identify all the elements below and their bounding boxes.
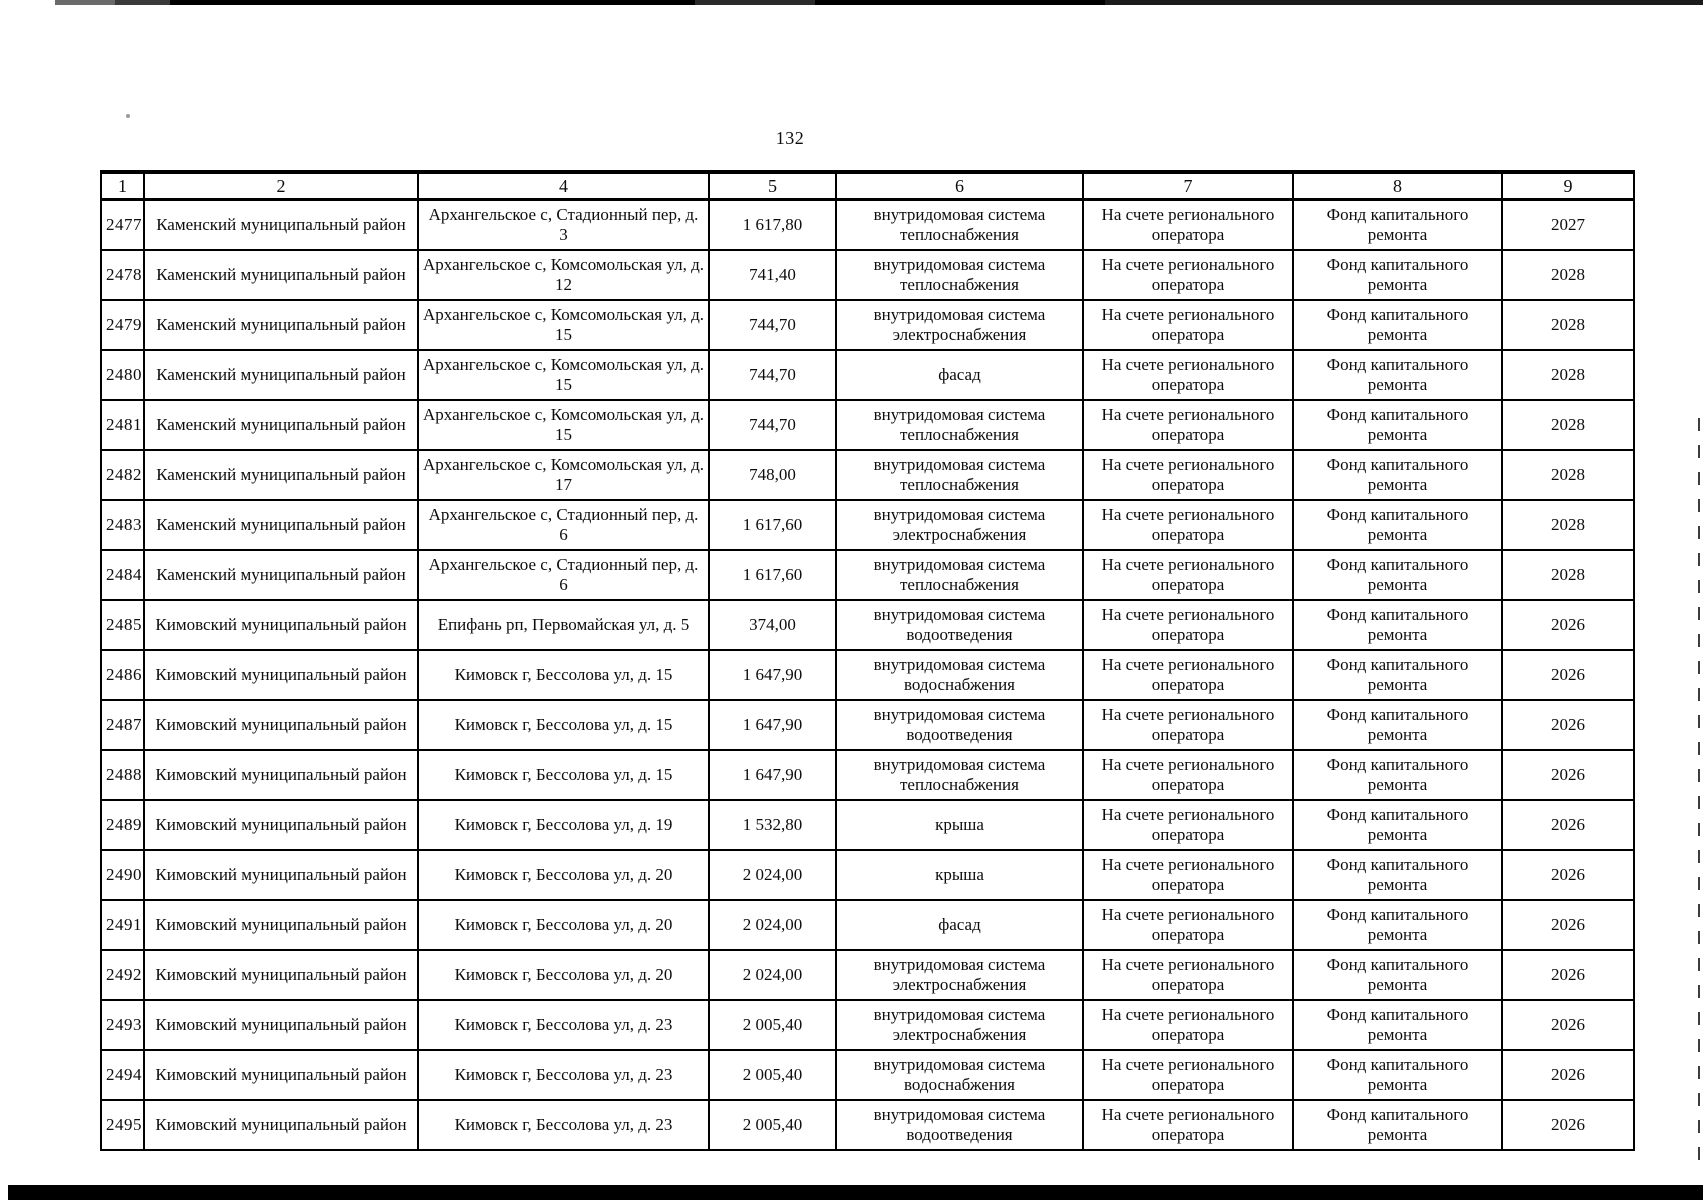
cell-year: 2026 bbox=[1502, 900, 1634, 950]
cell-account-type: На счете регионального оператора bbox=[1083, 600, 1293, 650]
table-row bbox=[101, 550, 1634, 600]
table-row bbox=[101, 900, 1634, 950]
page-number: 132 bbox=[775, 128, 805, 148]
scan-artifact-right-line bbox=[1698, 418, 1700, 1160]
table-row bbox=[101, 500, 1634, 550]
cell-fund: Фонд капитального ремонта bbox=[1293, 550, 1502, 600]
table-row bbox=[101, 950, 1634, 1000]
cell-fund: Фонд капитального ремонта bbox=[1293, 700, 1502, 750]
cell-account-type: На счете регионального оператора bbox=[1083, 1100, 1293, 1150]
table-row bbox=[101, 600, 1634, 650]
cell-year: 2028 bbox=[1502, 250, 1634, 300]
cell-account-type: На счете регионального оператора bbox=[1083, 550, 1293, 600]
cell-fund: Фонд капитального ремонта bbox=[1293, 250, 1502, 300]
cell-fund: Фонд капитального ремонта bbox=[1293, 600, 1502, 650]
cell-address: Епифань рп, Первомайская ул, д. 5 bbox=[418, 600, 709, 650]
cell-work-type: крыша bbox=[836, 850, 1083, 900]
cell-address: Кимовск г, Бессолова ул, д. 23 bbox=[418, 1100, 709, 1150]
cell-year: 2026 bbox=[1502, 700, 1634, 750]
scan-artifact-top-bar bbox=[55, 0, 1703, 5]
table-row bbox=[101, 300, 1634, 350]
table-row bbox=[101, 250, 1634, 300]
cell-fund: Фонд капитального ремонта bbox=[1293, 400, 1502, 450]
cell-year: 2026 bbox=[1502, 1050, 1634, 1100]
cell-account-type: На счете регионального оператора bbox=[1083, 1050, 1293, 1100]
cell-work-type: внутридомовая система водоотведения bbox=[836, 700, 1083, 750]
cell-address: Архангельское с, Комсомольская ул, д. 17 bbox=[418, 450, 709, 500]
column-header-8: 8 bbox=[1293, 172, 1502, 200]
cell-row-number: 2491 bbox=[101, 900, 144, 950]
cell-fund: Фонд капитального ремонта bbox=[1293, 850, 1502, 900]
cell-work-type: внутридомовая система электроснабжения bbox=[836, 300, 1083, 350]
cell-row-number: 2480 bbox=[101, 350, 144, 400]
cell-row-number: 2482 bbox=[101, 450, 144, 500]
cell-row-number: 2487 bbox=[101, 700, 144, 750]
cell-area: 1 532,80 bbox=[709, 800, 836, 850]
cell-year: 2026 bbox=[1502, 850, 1634, 900]
cell-address: Кимовск г, Бессолова ул, д. 15 bbox=[418, 750, 709, 800]
cell-account-type: На счете регионального оператора bbox=[1083, 250, 1293, 300]
cell-account-type: На счете регионального оператора bbox=[1083, 750, 1293, 800]
cell-address: Кимовск г, Бессолова ул, д. 15 bbox=[418, 650, 709, 700]
cell-address: Кимовск г, Бессолова ул, д. 20 bbox=[418, 850, 709, 900]
table-row bbox=[101, 750, 1634, 800]
cell-municipal-district: Кимовский муниципальный район bbox=[144, 700, 418, 750]
cell-municipal-district: Каменский муниципальный район bbox=[144, 400, 418, 450]
cell-year: 2026 bbox=[1502, 650, 1634, 700]
cell-municipal-district: Кимовский муниципальный район bbox=[144, 600, 418, 650]
cell-row-number: 2490 bbox=[101, 850, 144, 900]
cell-fund: Фонд капитального ремонта bbox=[1293, 200, 1502, 251]
cell-address: Архангельское с, Стадионный пер, д. 6 bbox=[418, 500, 709, 550]
cell-row-number: 2492 bbox=[101, 950, 144, 1000]
cell-area: 1 647,90 bbox=[709, 750, 836, 800]
cell-municipal-district: Каменский муниципальный район bbox=[144, 450, 418, 500]
cell-row-number: 2483 bbox=[101, 500, 144, 550]
column-header-4: 4 bbox=[418, 172, 709, 200]
cell-work-type: внутридомовая система электроснабжения bbox=[836, 500, 1083, 550]
cell-municipal-district: Каменский муниципальный район bbox=[144, 300, 418, 350]
table-row bbox=[101, 650, 1634, 700]
capital-repair-program-table bbox=[100, 170, 1635, 1151]
cell-account-type: На счете регионального оператора bbox=[1083, 700, 1293, 750]
cell-municipal-district: Каменский муниципальный район bbox=[144, 200, 418, 251]
cell-work-type: внутридомовая система водоотведения bbox=[836, 1100, 1083, 1150]
cell-area: 1 647,90 bbox=[709, 650, 836, 700]
cell-work-type: внутридомовая система теплоснабжения bbox=[836, 750, 1083, 800]
cell-area: 1 647,90 bbox=[709, 700, 836, 750]
cell-address: Архангельское с, Комсомольская ул, д. 15 bbox=[418, 400, 709, 450]
cell-row-number: 2488 bbox=[101, 750, 144, 800]
cell-account-type: На счете регионального оператора bbox=[1083, 350, 1293, 400]
cell-fund: Фонд капитального ремонта bbox=[1293, 650, 1502, 700]
cell-municipal-district: Кимовский муниципальный район bbox=[144, 850, 418, 900]
cell-work-type: внутридомовая система теплоснабжения bbox=[836, 200, 1083, 251]
cell-fund: Фонд капитального ремонта bbox=[1293, 1100, 1502, 1150]
cell-year: 2026 bbox=[1502, 600, 1634, 650]
cell-row-number: 2481 bbox=[101, 400, 144, 450]
table-row bbox=[101, 800, 1634, 850]
cell-fund: Фонд капитального ремонта bbox=[1293, 450, 1502, 500]
cell-area: 2 005,40 bbox=[709, 1100, 836, 1150]
cell-row-number: 2484 bbox=[101, 550, 144, 600]
table-row bbox=[101, 1000, 1634, 1050]
cell-year: 2028 bbox=[1502, 300, 1634, 350]
cell-fund: Фонд капитального ремонта bbox=[1293, 500, 1502, 550]
cell-fund: Фонд капитального ремонта bbox=[1293, 750, 1502, 800]
cell-row-number: 2486 bbox=[101, 650, 144, 700]
cell-fund: Фонд капитального ремонта bbox=[1293, 1050, 1502, 1100]
cell-account-type: На счете регионального оператора bbox=[1083, 300, 1293, 350]
cell-fund: Фонд капитального ремонта bbox=[1293, 800, 1502, 850]
cell-row-number: 2489 bbox=[101, 800, 144, 850]
cell-address: Архангельское с, Комсомольская ул, д. 12 bbox=[418, 250, 709, 300]
cell-year: 2027 bbox=[1502, 200, 1634, 251]
cell-row-number: 2493 bbox=[101, 1000, 144, 1050]
cell-municipal-district: Кимовский муниципальный район bbox=[144, 650, 418, 700]
scan-artifact-bottom-bar bbox=[8, 1185, 1703, 1200]
cell-row-number: 2477 bbox=[101, 200, 144, 251]
cell-account-type: На счете регионального оператора bbox=[1083, 950, 1293, 1000]
cell-area: 748,00 bbox=[709, 450, 836, 500]
cell-account-type: На счете регионального оператора bbox=[1083, 500, 1293, 550]
cell-municipal-district: Кимовский муниципальный район bbox=[144, 1050, 418, 1100]
cell-work-type: внутридомовая система водоснабжения bbox=[836, 1050, 1083, 1100]
cell-account-type: На счете регионального оператора bbox=[1083, 1000, 1293, 1050]
cell-work-type: фасад bbox=[836, 350, 1083, 400]
table-row bbox=[101, 200, 1634, 251]
cell-account-type: На счете регионального оператора bbox=[1083, 900, 1293, 950]
cell-area: 1 617,80 bbox=[709, 200, 836, 251]
cell-row-number: 2478 bbox=[101, 250, 144, 300]
cell-address: Кимовск г, Бессолова ул, д. 20 bbox=[418, 900, 709, 950]
table-row bbox=[101, 350, 1634, 400]
cell-municipal-district: Каменский муниципальный район bbox=[144, 500, 418, 550]
table-header-row bbox=[101, 172, 1634, 200]
cell-address: Кимовск г, Бессолова ул, д. 15 bbox=[418, 700, 709, 750]
cell-address: Кимовск г, Бессолова ул, д. 20 bbox=[418, 950, 709, 1000]
column-header-9: 9 bbox=[1502, 172, 1634, 200]
cell-fund: Фонд капитального ремонта bbox=[1293, 300, 1502, 350]
cell-row-number: 2485 bbox=[101, 600, 144, 650]
cell-municipal-district: Кимовский муниципальный район bbox=[144, 800, 418, 850]
cell-year: 2026 bbox=[1502, 950, 1634, 1000]
cell-year: 2028 bbox=[1502, 550, 1634, 600]
cell-year: 2028 bbox=[1502, 350, 1634, 400]
cell-municipal-district: Кимовский муниципальный район bbox=[144, 1100, 418, 1150]
cell-account-type: На счете регионального оператора bbox=[1083, 850, 1293, 900]
cell-row-number: 2495 bbox=[101, 1100, 144, 1150]
cell-account-type: На счете регионального оператора bbox=[1083, 800, 1293, 850]
cell-work-type: внутридомовая система теплоснабжения bbox=[836, 400, 1083, 450]
cell-area: 374,00 bbox=[709, 600, 836, 650]
cell-area: 1 617,60 bbox=[709, 550, 836, 600]
column-header-5: 5 bbox=[709, 172, 836, 200]
column-header-7: 7 bbox=[1083, 172, 1293, 200]
cell-year: 2026 bbox=[1502, 800, 1634, 850]
cell-area: 744,70 bbox=[709, 350, 836, 400]
column-header-1: 1 bbox=[101, 172, 144, 200]
scan-artifact-speck bbox=[126, 114, 130, 118]
column-header-2: 2 bbox=[144, 172, 418, 200]
cell-area: 2 024,00 bbox=[709, 950, 836, 1000]
cell-address: Архангельское с, Стадионный пер, д. 6 bbox=[418, 550, 709, 600]
table-row bbox=[101, 850, 1634, 900]
table-row bbox=[101, 1050, 1634, 1100]
cell-address: Кимовск г, Бессолова ул, д. 23 bbox=[418, 1000, 709, 1050]
table-row bbox=[101, 700, 1634, 750]
cell-municipal-district: Каменский муниципальный район bbox=[144, 550, 418, 600]
cell-municipal-district: Кимовский муниципальный район bbox=[144, 1000, 418, 1050]
cell-account-type: На счете регионального оператора bbox=[1083, 200, 1293, 251]
table-row bbox=[101, 400, 1634, 450]
cell-work-type: внутридомовая система теплоснабжения bbox=[836, 450, 1083, 500]
cell-account-type: На счете регионального оператора bbox=[1083, 450, 1293, 500]
cell-fund: Фонд капитального ремонта bbox=[1293, 350, 1502, 400]
cell-address: Кимовск г, Бессолова ул, д. 23 bbox=[418, 1050, 709, 1100]
cell-row-number: 2479 bbox=[101, 300, 144, 350]
cell-work-type: внутридомовая система теплоснабжения bbox=[836, 250, 1083, 300]
cell-fund: Фонд капитального ремонта bbox=[1293, 900, 1502, 950]
table-row bbox=[101, 450, 1634, 500]
cell-work-type: фасад bbox=[836, 900, 1083, 950]
table-body bbox=[101, 200, 1634, 1151]
cell-row-number: 2494 bbox=[101, 1050, 144, 1100]
cell-year: 2028 bbox=[1502, 400, 1634, 450]
cell-municipal-district: Кимовский муниципальный район bbox=[144, 900, 418, 950]
cell-municipal-district: Каменский муниципальный район bbox=[144, 350, 418, 400]
cell-work-type: внутридомовая система теплоснабжения bbox=[836, 550, 1083, 600]
column-header-6: 6 bbox=[836, 172, 1083, 200]
cell-year: 2026 bbox=[1502, 1100, 1634, 1150]
cell-municipal-district: Кимовский муниципальный район bbox=[144, 950, 418, 1000]
cell-area: 2 005,40 bbox=[709, 1050, 836, 1100]
cell-work-type: крыша bbox=[836, 800, 1083, 850]
cell-account-type: На счете регионального оператора bbox=[1083, 400, 1293, 450]
cell-fund: Фонд капитального ремонта bbox=[1293, 950, 1502, 1000]
cell-year: 2028 bbox=[1502, 500, 1634, 550]
cell-area: 744,70 bbox=[709, 300, 836, 350]
cell-fund: Фонд капитального ремонта bbox=[1293, 1000, 1502, 1050]
cell-year: 2026 bbox=[1502, 750, 1634, 800]
cell-account-type: На счете регионального оператора bbox=[1083, 650, 1293, 700]
cell-address: Архангельское с, Комсомольская ул, д. 15 bbox=[418, 350, 709, 400]
cell-work-type: внутридомовая система электроснабжения bbox=[836, 950, 1083, 1000]
cell-work-type: внутридомовая система электроснабжения bbox=[836, 1000, 1083, 1050]
cell-area: 1 617,60 bbox=[709, 500, 836, 550]
cell-address: Архангельское с, Стадионный пер, д. 3 bbox=[418, 200, 709, 251]
cell-area: 2 005,40 bbox=[709, 1000, 836, 1050]
cell-area: 741,40 bbox=[709, 250, 836, 300]
cell-work-type: внутридомовая система водоснабжения bbox=[836, 650, 1083, 700]
cell-year: 2026 bbox=[1502, 1000, 1634, 1050]
cell-municipal-district: Каменский муниципальный район bbox=[144, 250, 418, 300]
table-row bbox=[101, 1100, 1634, 1150]
cell-address: Архангельское с, Комсомольская ул, д. 15 bbox=[418, 300, 709, 350]
cell-municipal-district: Кимовский муниципальный район bbox=[144, 750, 418, 800]
cell-area: 744,70 bbox=[709, 400, 836, 450]
cell-area: 2 024,00 bbox=[709, 900, 836, 950]
cell-address: Кимовск г, Бессолова ул, д. 19 bbox=[418, 800, 709, 850]
cell-work-type: внутридомовая система водоотведения bbox=[836, 600, 1083, 650]
cell-year: 2028 bbox=[1502, 450, 1634, 500]
cell-area: 2 024,00 bbox=[709, 850, 836, 900]
